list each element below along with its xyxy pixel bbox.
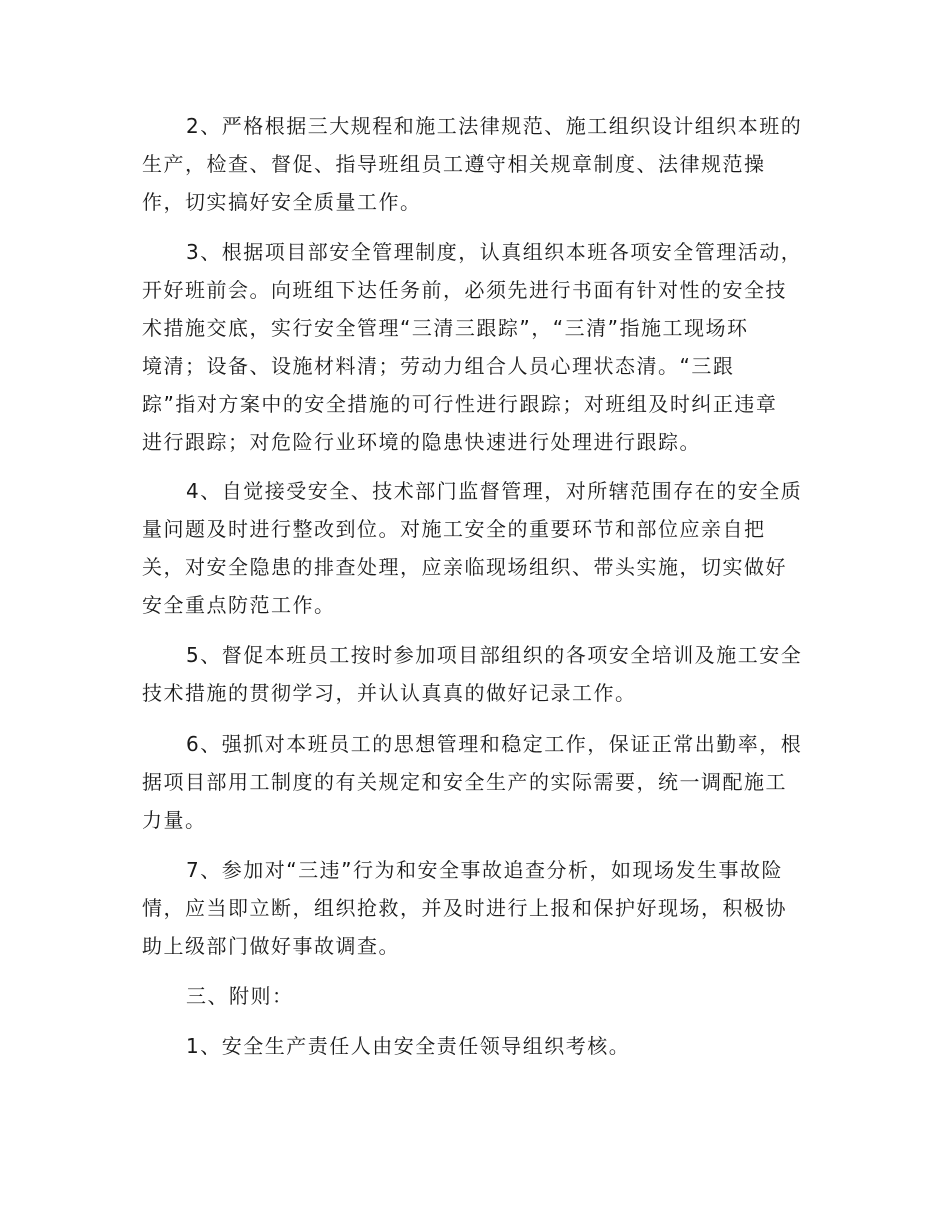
- text-line: 技术措施的贯彻学习，并认认真真的做好记录工作。: [142, 681, 637, 705]
- paragraph-appendix-item-1: [142, 1027, 812, 1065]
- text-line: 2、严格根据三大规程和施工法律规范、施工组织设计组织本班的: [186, 114, 803, 138]
- text-line: 三、附则：: [186, 984, 294, 1008]
- text-line: 4、自觉接受安全、技术部门监督管理，对所辖范围存在的安全质: [186, 479, 803, 503]
- paragraph-item-3: [142, 233, 812, 461]
- text-line: 作，切实搞好安全质量工作。: [142, 190, 422, 214]
- paragraph-item-6: [142, 725, 812, 839]
- paragraph-item-2: [142, 107, 812, 221]
- text-line: 7、参加对“三违”行为和安全事故追查分析，如现场发生事故险: [186, 858, 783, 882]
- paragraph-item-7: [142, 851, 812, 965]
- text-line: 3、根据项目部安全管理制度，认真组织本班各项安全管理活动，: [186, 240, 803, 264]
- text-line: 量问题及时进行整改到位。对施工安全的重要环节和部位应亲自把: [142, 517, 766, 541]
- paragraph-item-4: [142, 472, 812, 624]
- text-line: 情，应当即立断，组织抢救，并及时进行上报和保护好现场，积极协: [142, 896, 787, 920]
- text-line: 1、安全生产责任人由安全责任领导组织考核。: [186, 1034, 631, 1058]
- text-line: 助上级部门做好事故调查。: [142, 934, 400, 958]
- text-line: 安全重点防范工作。: [142, 593, 336, 617]
- text-line: 关，对安全隐患的排查处理，应亲临现场组织、带头实施，切实做好: [142, 555, 787, 579]
- text-line: 术措施交底，实行安全管理“三清三跟踪”，“三清”指施工现场环: [142, 316, 749, 340]
- text-line: 5、督促本班员工按时参加项目部组织的各项安全培训及施工安全: [186, 643, 803, 667]
- text-line: 力量。: [142, 808, 207, 832]
- text-line: 境清；设备、设施材料清；劳动力组合人员心理状态清。“三跟: [142, 354, 735, 378]
- text-line: 进行跟踪；对危险行业环境的隐患快速进行处理进行跟踪。: [142, 430, 701, 454]
- text-line: 6、强抓对本班员工的思想管理和稳定工作，保证正常出勤率，根: [186, 732, 803, 756]
- text-line: 开好班前会。向班组下达任务前，必须先进行书面有针对性的安全技: [142, 278, 787, 302]
- text-line: 生产，检查、督促、指导班组员工遵守相关规章制度、法律规范操: [142, 152, 766, 176]
- text-line: 据项目部用工制度的有关规定和安全生产的实际需要，统一调配施工: [142, 770, 787, 794]
- text-line: 踪”指对方案中的安全措施的可行性进行跟踪；对班组及时纠正违章: [142, 392, 778, 416]
- section-heading-appendix: [142, 977, 812, 1015]
- paragraph-item-5: [142, 636, 812, 712]
